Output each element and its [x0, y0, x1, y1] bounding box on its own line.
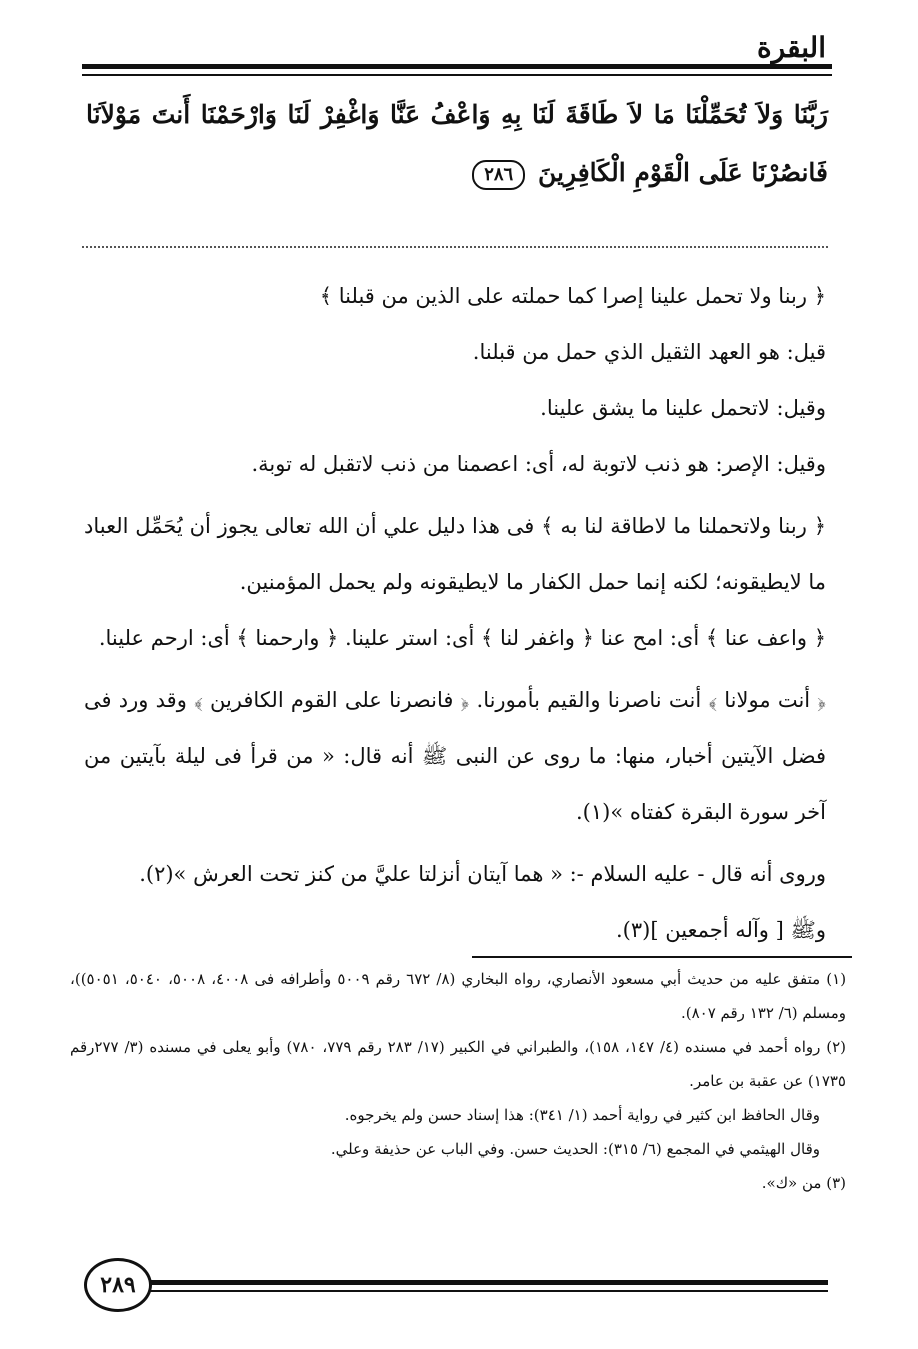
commentary-paragraph: ﴿ أنت مولانا ﴾ أنت ناصرنا والقيم بأمورنا. ﴿ فانصرنا على القوم الكافرين ﴾ وقد ورد فى فضل الآيتين أخبار، منها: ما روى عن النبى ﷺ أنه قال: « من قرأ فى ليلة بآيتين من آخر سورة البقرة كفتاه »(١).: [84, 688, 826, 824]
footnote-continuation: وقال الحافظ ابن كثير في رواية أحمد (١/ ٣٤١): هذا إسناد حسن ولم يخرجوه.: [344, 1106, 820, 1124]
verse-separator: [82, 246, 828, 248]
page-header-title: البقرة: [756, 31, 826, 64]
commentary-paragraph: ﴿ ربنا ولا تحمل علينا إصرا كما حملته على الذين من قبلنا ﴾: [319, 284, 826, 308]
commentary-paragraph: قيل: هو العهد الثقيل الذي حمل من قبلنا.: [472, 340, 826, 364]
commentary-paragraph: وقيل: الإصر: هو ذنب لاتوبة له، أى: اعصمنا من ذنب لاتقبل له توبة.: [251, 452, 826, 476]
verse-number-marker: ٢٨٦: [472, 160, 525, 190]
commentary-body: [84, 268, 826, 958]
footnote: (١) متفق عليه من حديث أبي مسعود الأنصاري، رواه البخاري (٨/ ٦٧٢ رقم ٥٠٠٩ وأطرافه فى ٤٠٠٨، ٥٠٠٨، ٥٠٤٠، ٥٠٥١))، ومسلم (٦/ ١٣٢ رقم ٨٠٧).: [70, 970, 847, 1022]
footnote: (٢) رواه أحمد في مسنده (٤/ ١٤٧، ١٥٨)، والطبراني في الكبير (١٧/ ٢٨٣ رقم ٧٧٩، ٧٨٠) وأبو يعلى في مسنده (٣/ ٢٧٧رقم ١٧٣٥) عن عقبة بن عامر.: [70, 1038, 847, 1090]
page-number: ٢٨٩: [84, 1258, 152, 1312]
commentary-paragraph: وروى أنه قال - عليه السلام -: « هما آيتان أنزلتا عليَّ من كنز تحت العرش »(٢).: [139, 862, 826, 886]
footnote-continuation: وقال الهيثمي في المجمع (٦/ ٣١٥): الحديث حسن. وفي الباب عن حذيفة وعلي.: [330, 1140, 820, 1158]
commentary-paragraph: ﴿ واعف عنا ﴾ أى: امح عنا ﴿ واغفر لنا ﴾ أى: استر علينا. ﴿ وارحمنا ﴾ أى: ارحم علينا.: [98, 626, 826, 650]
header-rule-thick: [82, 64, 832, 69]
commentary-paragraph: ﴿ ربنا ولاتحملنا ما لاطاقة لنا به ﴾ فى هذا دليل علي أن الله تعالى يجوز أن يُحَمِّل العباد ما لايطيقونه؛ لكنه إنما حمل الكفار ما لايطيقونه ولم يحمل المؤمنين.: [84, 514, 826, 594]
page-footer: [0, 1258, 918, 1318]
commentary-paragraph: وقيل: لاتحمل علينا ما يشق علينا.: [540, 396, 826, 420]
footer-rule-thin: [140, 1290, 828, 1292]
verse-text: رَبَّنَا وَلاَ تُحَمِّلْنَا مَا لاَ طَاقَةَ لَنَا بِهِ وَاعْفُ عَنَّا وَاغْفِرْ لَنَا وَارْحَمْنَا أَنتَ مَوْلاَنَا فَانصُرْنَا عَلَى الْقَوْمِ الْكَافِرِينَ: [86, 100, 828, 187]
header-rule-thin: [82, 74, 832, 76]
quran-verse: [86, 86, 828, 202]
footnote-separator: [472, 956, 852, 958]
footnotes: [70, 962, 846, 1200]
footer-rule-thick: [140, 1280, 828, 1285]
commentary-paragraph: وﷺ [ وآله أجمعين ](٣).: [616, 918, 826, 942]
footnote: (٣) من «ك».: [761, 1174, 846, 1192]
